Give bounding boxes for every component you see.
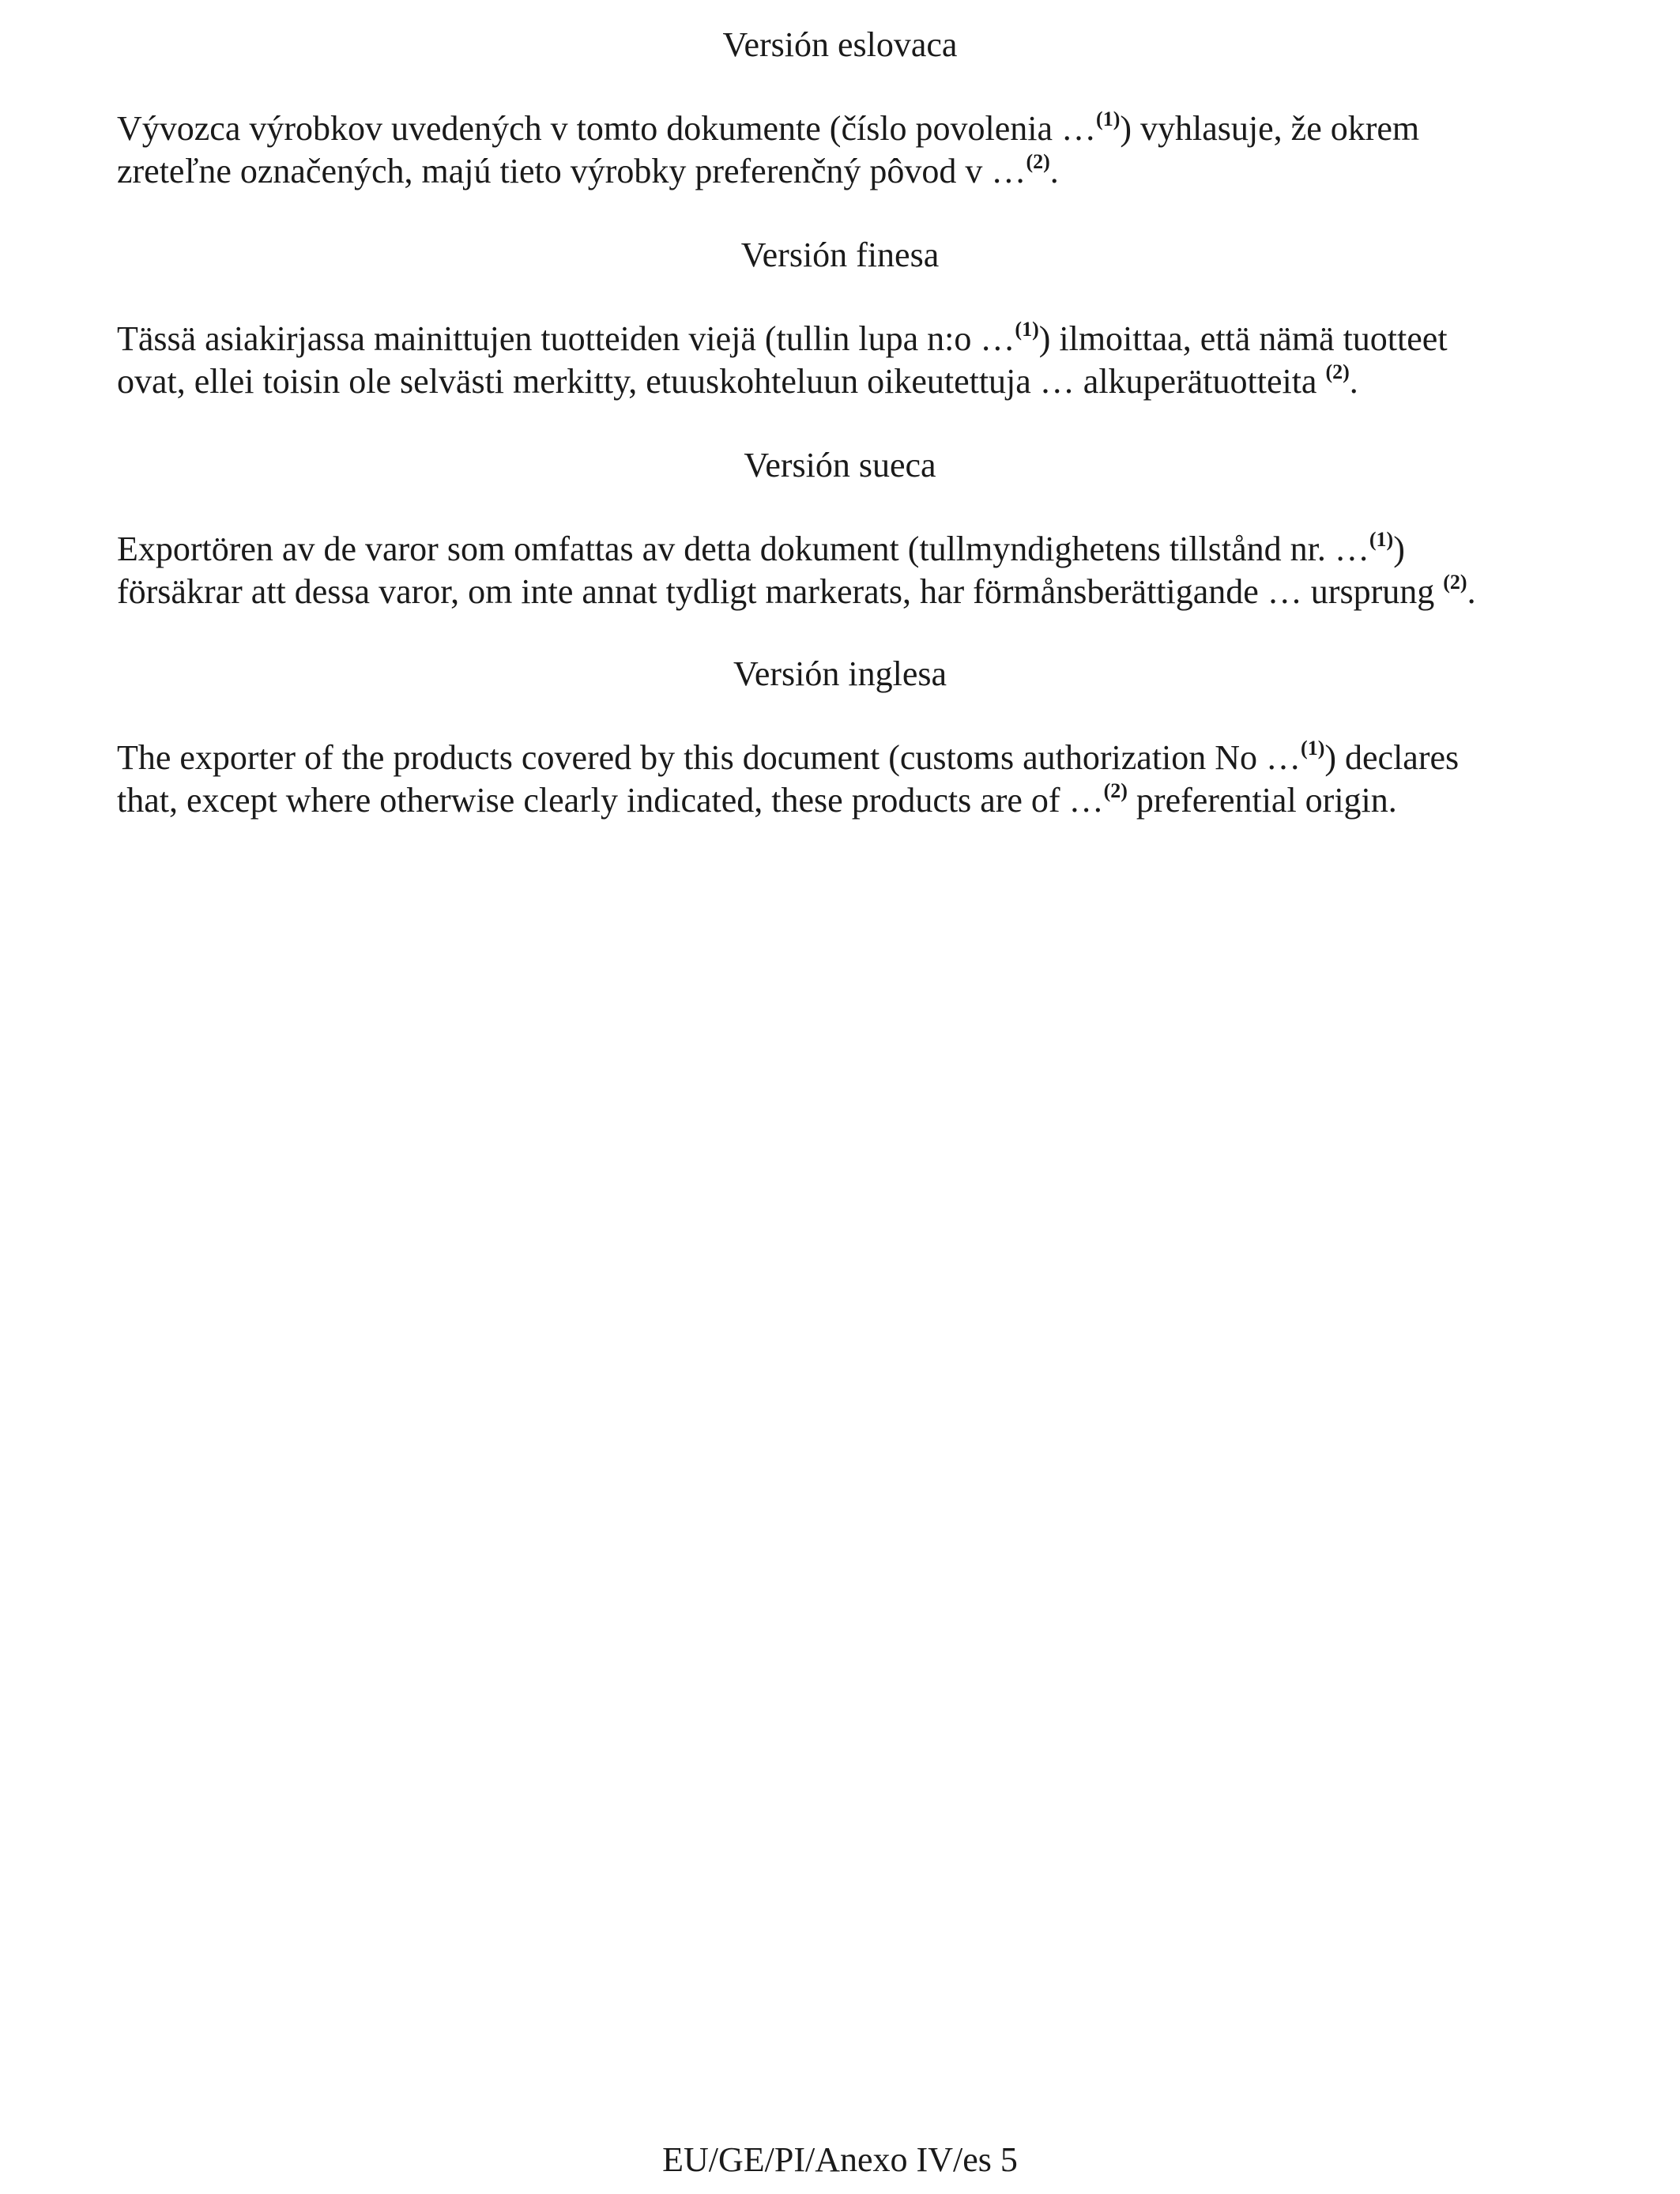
section-heading-english: Versión inglesa [733, 654, 947, 693]
section-heading-slovak: Versión eslovaca [722, 25, 958, 64]
section-text-swedish [117, 528, 1563, 613]
text-line: The exporter of the products covered by this document (customs authorization No …$^{(1)}$) declares [117, 737, 1460, 777]
text-line: zreteľne označených, majú tieto výrobky preferenčný pôvod v …$^{(2)}$. [117, 150, 1059, 190]
footnote-ref: (1) [1301, 737, 1325, 760]
section-text-english [117, 737, 1563, 822]
section-heading-swedish: Versión sueca [744, 446, 936, 484]
text-line: försäkrar att dessa varor, om inte annat tydligt markerats, har förmånsberättigande … ursprung $^{(2)}$. [117, 571, 1476, 611]
text-line: Exportören av de varor som omfattas av detta dokument (tullmyndighetens tillstånd nr. …$^{(1)}$) [117, 528, 1405, 568]
text-line: that, except where otherwise clearly indicated, these products are of …$^{(2)}$ preferential origin. [117, 779, 1397, 820]
footnote-ref: (2) [1325, 360, 1350, 383]
text-line: Vývozca výrobkov uvedených v tomto dokumente (číslo povolenia …$^{(1)}$) vyhlasuje, že okrem [117, 107, 1420, 148]
footnote-ref: (2) [1026, 150, 1050, 173]
text-line: Tässä asiakirjassa mainittujen tuotteiden viejä (tullin lupa n:o …$^{(1)}$) ilmoittaa, että nämä tuotteet [117, 318, 1448, 358]
footnote-ref: (2) [1103, 779, 1128, 802]
footnote-ref: (2) [1443, 571, 1467, 594]
document-page [117, 0, 1563, 2194]
section-text-slovak [117, 107, 1563, 193]
page-footer: EU/GE/PI/Anexo IV/es 5 [662, 2140, 1018, 2179]
section-heading-finnish: Versión finesa [740, 236, 940, 274]
section-text-finnish [117, 318, 1563, 403]
text-line: ovat, ellei toisin ole selvästi merkitty, etuuskohteluun oikeutettuja … alkuperätuotteita $^{(2)}$. [117, 360, 1358, 401]
footnote-ref: (1) [1369, 528, 1394, 551]
footnote-ref: (1) [1015, 318, 1039, 341]
footnote-ref: (1) [1096, 107, 1121, 130]
